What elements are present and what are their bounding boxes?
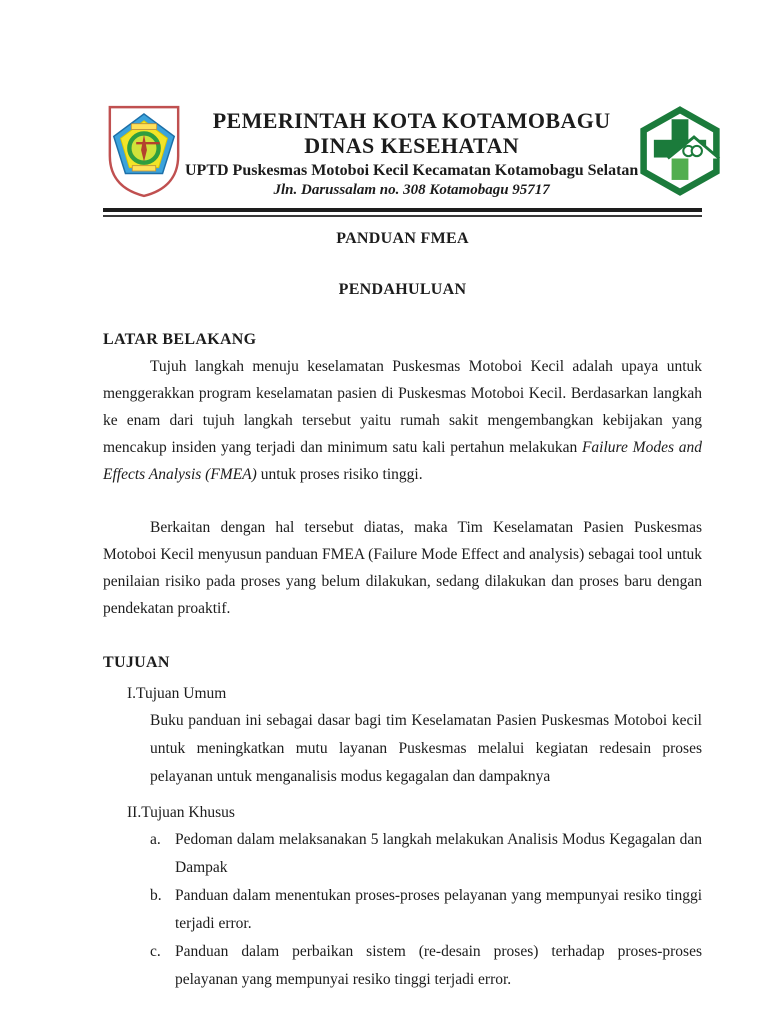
paragraph1-text-end: untuk proses risiko tinggi. bbox=[256, 466, 423, 483]
list-item-marker: c. bbox=[150, 943, 161, 960]
list-item-text: Panduan dalam perbaikan sistem (re-desain proses) terhadap proses-proses pelayanan yang mempunyai resiko tinggi terjadi error. bbox=[175, 943, 702, 988]
list-item-marker: b. bbox=[150, 887, 162, 904]
puskesmas-green-cross-logo bbox=[638, 104, 722, 203]
letterhead-department-name: DINAS KESEHATAN bbox=[304, 133, 520, 158]
list-item bbox=[150, 882, 702, 938]
latar-belakang-paragraph-1 bbox=[103, 353, 702, 488]
tujuan-umum-text: Buku panduan ini sebagai dasar bagi tim Keselamatan Pasien Puskesmas Motoboi kecil untuk meningkatkan mutu layanan Puskesmas melalui kegiatan redesain proses pelayanan untuk menganalisis modus kegagalan dan dampaknya bbox=[150, 712, 702, 785]
tujuan-khusus-label: II.Tujuan Khusus bbox=[127, 804, 235, 821]
document-title: PANDUAN FMEA bbox=[336, 230, 469, 247]
list-item bbox=[150, 938, 702, 994]
document-content bbox=[103, 104, 702, 994]
tujuan-umum-label: I.Tujuan Umum bbox=[127, 685, 227, 702]
tujuan-khusus-list bbox=[150, 826, 702, 994]
latar-belakang-paragraph-2: Berkaitan dengan hal tersebut diatas, maka Tim Keselamatan Pasien Puskesmas Motoboi Kecil menyusun panduan FMEA (Failure Mode Effect and analysis) sebagai tool untuk penilaian risiko pada proses yang belum dilakukan, sedang dilakukan dan proses baru dengan pendekatan proaktif. bbox=[103, 519, 702, 617]
letterhead-unit-name: UPTD Puskesmas Motoboi Kecil Kecamatan Kotamobagu Selatan bbox=[185, 162, 639, 179]
list-item-text: Pedoman dalam melaksanakan 5 langkah melakukan Analisis Modus Kegagalan dan Dampak bbox=[175, 831, 702, 876]
intro-heading: PENDAHULUAN bbox=[338, 281, 467, 298]
letterhead-text bbox=[185, 104, 638, 200]
kotamobagu-city-logo bbox=[103, 104, 185, 205]
paragraph1-italic-term: Failure Modes and Effects Analysis (FMEA) bbox=[103, 439, 702, 483]
letterhead-government-name: PEMERINTAH KOTA KOTAMOBAGU bbox=[212, 108, 611, 133]
letterhead bbox=[103, 104, 702, 205]
list-item bbox=[150, 826, 702, 882]
paragraph1-text: Tujuh langkah menuju keselamatan Puskesmas Motoboi Kecil adalah upaya untuk menggerakkan program keselamatan pasien di Puskesmas Motoboi Kecil. Berdasarkan langkah ke enam dari tujuh langkah tersebut yaitu rumah sakit mengembangkan kebijakan yang mencakup insiden yang terjadi dan minimum satu kali pertahun melakukan bbox=[103, 358, 702, 456]
list-item-marker: a. bbox=[150, 831, 161, 848]
latar-belakang-heading: LATAR BELAKANG bbox=[103, 331, 257, 348]
letterhead-double-rule bbox=[103, 208, 702, 217]
tujuan-heading: TUJUAN bbox=[103, 654, 170, 671]
list-item-text: Panduan dalam menentukan proses-proses pelayanan yang mempunyai resiko tinggi terjadi error. bbox=[175, 887, 702, 932]
letterhead-address: Jln. Darussalam no. 308 Kotamobagu 95717 bbox=[273, 182, 550, 198]
